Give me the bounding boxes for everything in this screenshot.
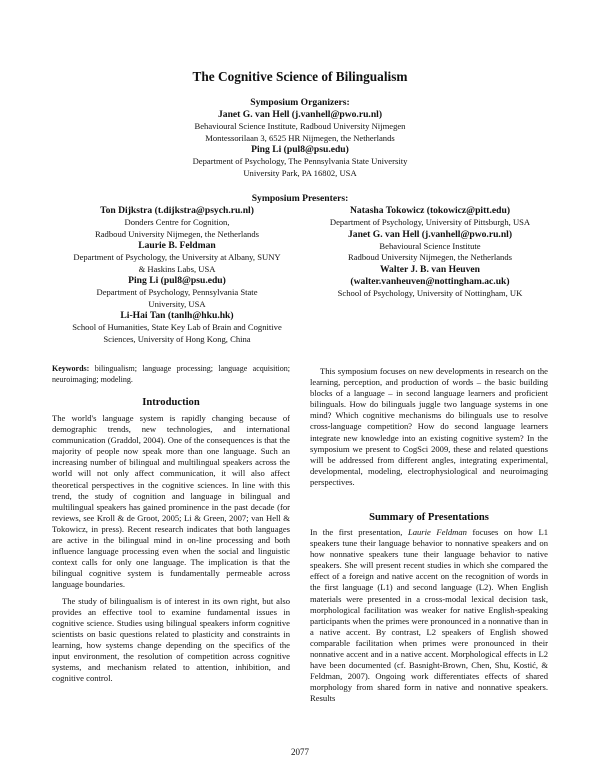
presenter-name: Natasha Tokowicz (tokowicz@pitt.edu)	[349, 205, 511, 216]
organizer-affiliation: University Park, PA 16802, USA	[243, 167, 357, 178]
page-number: 2077	[291, 747, 309, 757]
presenter-name: Li-Hai Tan (tanlh@hku.hk)	[120, 310, 234, 321]
summary-speaker: Laurie Feldman	[407, 527, 467, 537]
presenters-left-column	[52, 205, 302, 345]
presenter-email: (walter.vanheuven@nottingham.ac.uk)	[350, 275, 510, 287]
symposium-focus	[310, 366, 548, 488]
organizers-block	[0, 97, 600, 179]
intro-paragraph: The study of bilingualism is of interest in its own right, but also provides an effective tool to examine fundamental issues in cognitive science. Studies using bilingual speakers inform cognitive scientists on basic questions related to plasticity and constraints in learning, how systems change depending on the specifics of the input environment, the resolution of competition across cognitive systems, and mechanism related to attention, inhibition, and cognitive control.	[52, 595, 290, 684]
summary-lead: In the first presentation,	[310, 527, 408, 537]
organizer-name: Ping Li (pul8@psu.edu)	[251, 144, 349, 155]
organizer-affiliation: Montessorilaan 3, 6525 HR Nijmegen, the Netherlands	[205, 132, 395, 143]
presenter-affiliation: Department of Psychology, University of Pittsburgh, USA	[329, 217, 531, 227]
presenter-affiliation: University, USA	[148, 298, 206, 309]
organizer-name: Janet G. van Hell (j.vanhell@pwo.ru.nl)	[217, 109, 383, 120]
intro-heading: Introduction	[142, 397, 200, 408]
keywords-label: Keywords:	[52, 364, 90, 373]
organizers-label: Symposium Organizers:	[250, 97, 350, 108]
presenter-name: Ping Li (pul8@psu.edu)	[128, 275, 226, 286]
focus-paragraph: This symposium focuses on new developments in research on the learning, perception, and production of words – the basic building blocks of a language – in second language learners and proficient bilinguals. How do bilinguals juggle two language systems in one mind? Which cognitive mechanisms do bilinguals use to resolve cross-language competition? How do second language learners integrate new knowledge into an existing cognitive system? In the symposium we present to CogSci 2009, these and related questions will be addressed from different angles, integrating experimental, developmental, modeling, electrophysiological and neuroimaging perspectives.	[310, 366, 548, 487]
presenter-affiliation: School of Humanities, State Key Lab of Brain and Cognitive	[72, 322, 282, 332]
summary-rest: focuses on how L1 speakers tune their language behavior to nonnative speakers and on how nonnative speakers tune their language behavior to native speakers. She will present recent studies in which she compared the effect of a foreign and native accent on the recognition of words in the first language (L1) and second language (L2). When English materials were presented in a cross-modal lexical decision task, morphological facilitation was weaker for native English-speaking participants when the primes were pronounced in a nonnative than in a native accent. By contrast, L2 speakers of English showed comparable facilitation when primes were pronounced in their nonnative accent and in a native accent. Morphological effects in L2 have been documented (cf. Basnight-Brown, Chen, Shu, Kostić, & Feldman, 2007). Ongoing work differentiates effects of shared morphology from shared form in native and nonnative speakers. Results	[310, 527, 548, 704]
presenter-name: Walter J. B. van Heuven	[379, 263, 481, 275]
presenter-affiliation: School of Psychology, University of Nottingham, UK	[337, 287, 523, 298]
presenter-affiliation: Behavioural Science Institute	[379, 240, 481, 251]
presenters-label: Symposium Presenters:	[251, 193, 349, 204]
presenter-affiliation: Radboud University Nijmegen, the Netherlands	[348, 252, 512, 262]
summary-body	[310, 527, 548, 705]
presenter-affiliation: Sciences, University of Hong Kong, China	[103, 333, 251, 344]
paper-title: The Cognitive Science of Bilingualism	[192, 69, 408, 84]
presenter-name: Janet G. van Hell (j.vanhell@pwo.ru.nl)	[347, 228, 513, 240]
organizer-affiliation: Department of Psychology, The Pennsylvania State University	[192, 156, 408, 166]
presenter-affiliation: Radboud University Nijmegen, the Netherlands	[95, 228, 259, 239]
keywords-text: bilingualism; language processing; language acquisition; neuroimaging; modeling.	[52, 364, 290, 384]
presenter-name: Laurie B. Feldman	[138, 240, 216, 251]
presenter-affiliation: & Haskins Labs, USA	[138, 263, 216, 274]
summary-paragraph	[310, 527, 548, 705]
presenters-right-column	[305, 205, 555, 299]
presenter-affiliation: Department of Psychology, Pennsylvania State	[96, 287, 258, 297]
summary-heading: Summary of Presentations	[369, 512, 489, 523]
intro-paragraph: The world's language system is rapidly changing because of demographic trends, new technologies, and international communication (Graddol, 2004). One of the consequences is that the majority of people now speak more than one language. Such an increasing number of bilingual and multilingual speakers across the world will not only affect communication, it will also affect theoretical perspectives in the cognitive sciences. In line with this trend, the study of cognition and language in bilingual and multilingual speakers has gained prominence in the past decade (for reviews, see Kroll & de Groot, 2005; Li & Green, 2007; van Hell & Tokowicz, in press). Recent research indicates that both languages are active in the bilingual mind in on-line processing and both influence language processing even when the social and linguistic context calls for only one language. The implication is that the bilingual cognitive system is fundamentally permeable across language boundaries.	[52, 413, 290, 590]
presenter-affiliation: Donders Centre for Cognition,	[124, 217, 230, 227]
intro-body	[52, 413, 290, 684]
presenter-affiliation: Department of Psychology, the University at Albany, SUNY	[73, 252, 281, 262]
organizer-affiliation: Behavioural Science Institute, Radboud University Nijmegen	[194, 121, 406, 131]
presenter-name: Ton Dijkstra (t.dijkstra@psych.ru.nl)	[100, 205, 254, 216]
keywords	[52, 364, 290, 385]
